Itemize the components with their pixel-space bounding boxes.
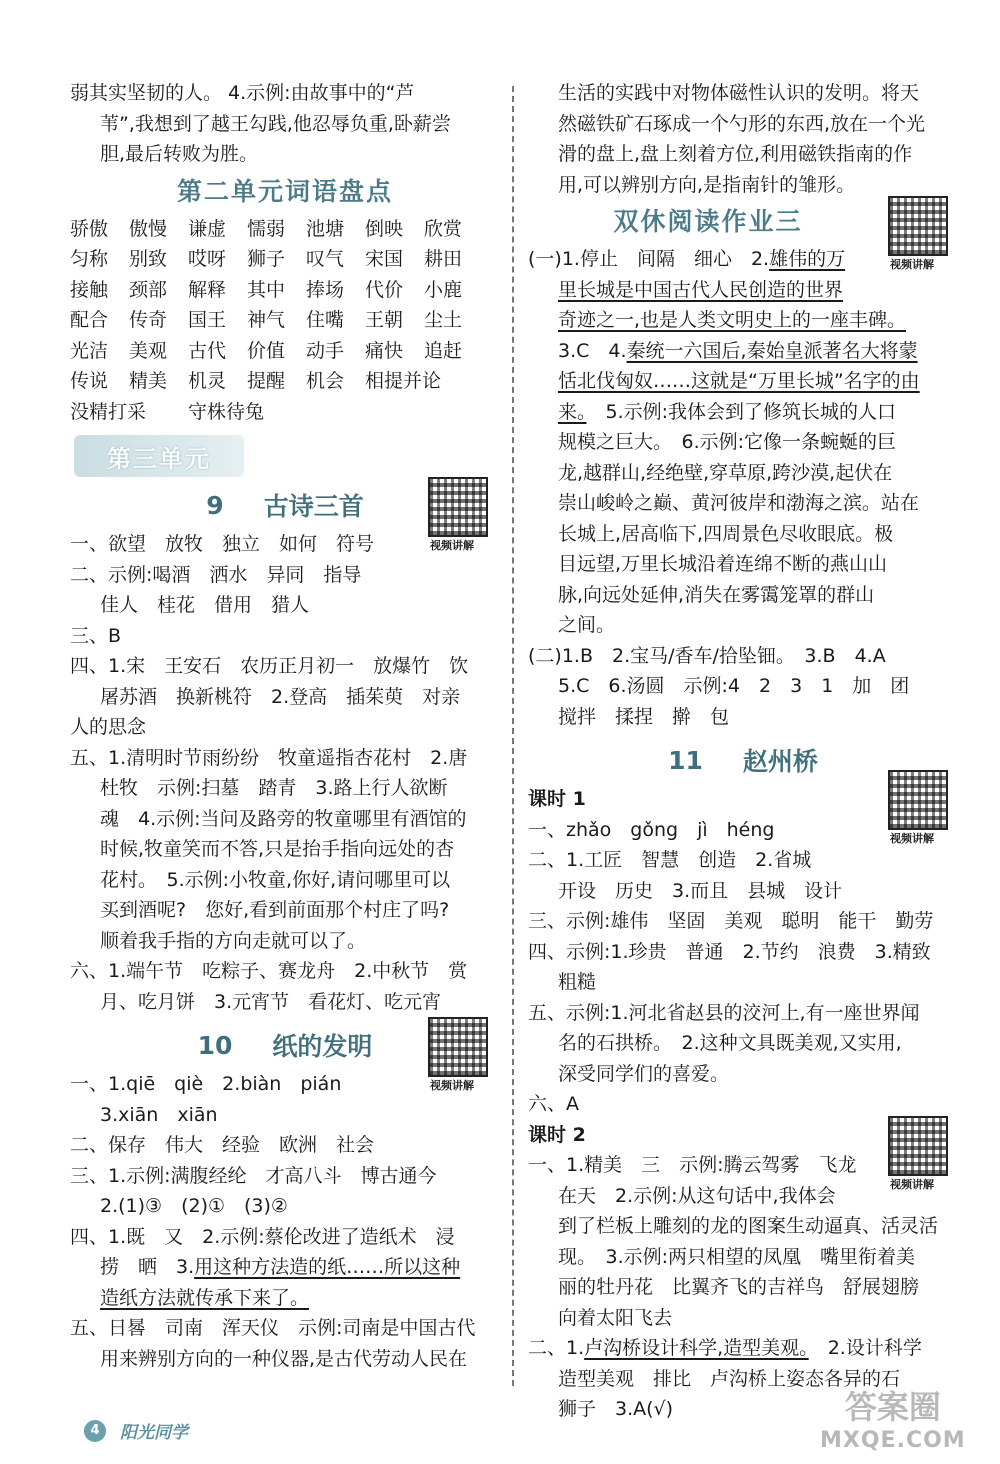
unit3-banner: 第三单元 xyxy=(74,435,244,477)
word: 解释 xyxy=(188,278,227,301)
answer-line: 魂 4.示例:当问及路旁的牧童哪里有酒馆的 xyxy=(100,807,467,830)
word: 传说 xyxy=(70,370,109,392)
word: 匀称 xyxy=(70,248,109,270)
answer-line: 丽的牡丹花 比翼齐飞的吉祥鸟 舒展翅膀 xyxy=(558,1276,920,1298)
answer-line: 人的思念 xyxy=(70,716,147,738)
answer-line: 崇山峻岭之巅、黄河彼岸和渤海之滨。站在 xyxy=(558,492,920,514)
watermark-main: 答案圈 xyxy=(844,1388,941,1426)
underlined-quote: 用这种方法造的纸……所以这种 xyxy=(194,1256,461,1278)
reading3-title: 双休阅读作业三 xyxy=(613,207,803,236)
word: 谦虚 xyxy=(188,217,227,240)
answer-line: 狮子 3.A(√) xyxy=(558,1398,674,1420)
word: 动手 xyxy=(306,339,345,362)
word: 欣赏 xyxy=(424,217,463,240)
word: 神气 xyxy=(247,309,286,331)
text-line: 用,可以辨别方向,是指南针的雏形。 xyxy=(558,173,856,196)
word: 传奇 xyxy=(129,309,168,331)
text-run: 捞 晒 3. xyxy=(100,1256,195,1278)
answer-line: 开设 历史 3.而且 县城 设计 xyxy=(558,879,843,902)
answer-line: 脉,向远处延伸,消失在雾霭笼罩的群山 xyxy=(558,583,875,606)
word: 美观 xyxy=(129,339,168,362)
answer-line: 六、1.端午节 吃粽子、赛龙舟 2.中秋节 赏 xyxy=(70,960,468,982)
text-line: 生活的实践中对物体磁性认识的发明。将天 xyxy=(558,82,920,104)
answer-line: 3.xiān xiān xyxy=(100,1103,218,1126)
word: 宋国 xyxy=(365,248,404,270)
answer-line: 5.C 6.汤圆 示例:4 2 3 1 加 团 xyxy=(558,675,910,697)
qr-caption: 视频讲解 xyxy=(890,832,934,845)
answer-line xyxy=(70,1283,500,1314)
word: 国王 xyxy=(188,309,227,331)
word: 别致 xyxy=(129,248,168,270)
underlined-quote: 造纸方法就传承下来了。 xyxy=(100,1286,310,1309)
lesson11-block xyxy=(528,738,958,1425)
underlined-quote: 里长城是中国古代人民创造的世界 xyxy=(558,278,844,301)
answer-line: 粗糙 xyxy=(558,971,597,993)
word: 尘土 xyxy=(424,309,463,331)
answer-line: 五、示例:1.河北省赵县的洨河上,有一座世界闻 xyxy=(528,1001,920,1024)
word: 懦弱 xyxy=(247,217,286,240)
word: 倒映 xyxy=(365,217,404,240)
qr-code-icon[interactable] xyxy=(888,196,948,256)
answer-line: 买到酒呢? 您好,看到前面那个村庄了吗? xyxy=(100,899,450,921)
answer-line: 一、zhǎo gǒng jì héng xyxy=(528,818,775,841)
watermark-sub: MXQE.COM xyxy=(820,1428,966,1453)
text-run: 3.C 4. xyxy=(558,339,627,362)
answer-line xyxy=(528,275,958,306)
answer-line: 一、1.qiē qiè 2.biàn pián xyxy=(70,1073,342,1095)
answer-line: 五、日晷 司南 浑天仪 示例:司南是中国古代 xyxy=(70,1317,476,1339)
answer-line xyxy=(528,305,958,336)
word: 骄傲 xyxy=(70,217,109,240)
left-column xyxy=(70,78,500,1374)
answer-line xyxy=(528,397,958,428)
qr-code-icon[interactable] xyxy=(888,1116,948,1176)
qr-caption: 视频讲解 xyxy=(890,1177,934,1191)
word: 傲慢 xyxy=(129,217,168,240)
answer-line: 目远望,万里长城沿着连绵不断的燕山山 xyxy=(558,553,888,575)
answer-line: 二、保存 伟大 经验 欧洲 社会 xyxy=(70,1134,375,1156)
answer-line: 现。 3.示例:两只相望的凤凰 嘴里衔着美 xyxy=(558,1245,916,1268)
answer-line: 一、欲望 放牧 独立 如何 符号 xyxy=(70,533,375,555)
answer-line: 用来辨别方向的一种仪器,是古代劳动人民在 xyxy=(100,1347,468,1370)
answer-line: 屠苏酒 换新桃符 2.登高 插茱萸 对亲 xyxy=(100,685,461,708)
word: 机会 xyxy=(306,370,345,392)
lesson-number: 11 xyxy=(668,745,703,775)
lesson-number: 10 xyxy=(197,1030,233,1060)
answer-line: 规模之巨大。 6.示例:它像一条蜿蜒的巨 xyxy=(558,431,897,453)
word: 池塘 xyxy=(306,217,345,240)
word: 捧场 xyxy=(306,278,345,301)
lesson-title: 赵州桥 xyxy=(742,747,818,776)
answer-line: 五、1.清明时节雨纷纷 牧童遥指杏花村 2.唐 xyxy=(70,746,468,769)
answer-line xyxy=(528,366,958,397)
answer-line xyxy=(528,336,958,367)
answer-line: 月、吃月饼 3.元宵节 看花灯、吃元宵 xyxy=(100,990,442,1013)
page-number: 4 xyxy=(84,1420,106,1442)
answer-line: 长城上,居高临下,四周景色尽收眼底。极 xyxy=(558,522,894,545)
lesson-title: 纸的发明 xyxy=(272,1032,373,1061)
answer-line: 时候,牧童笑而不答,只是抬手指向远处的杏 xyxy=(100,838,455,860)
underlined-quote: 卢沟桥设计科学,造型美观。 xyxy=(584,1337,809,1359)
word: 代价 xyxy=(365,278,404,301)
brand-logo: 阳光同学 xyxy=(120,1423,188,1443)
word: 提醒 xyxy=(247,370,286,392)
period2-block xyxy=(528,1120,958,1425)
unit2-vocab-title: 第二单元词语盘点 xyxy=(176,176,393,206)
answer-line: 向着太阳飞去 xyxy=(558,1306,673,1329)
word: 精美 xyxy=(129,370,168,392)
underlined-quote: 奇迹之一,也是人类文明史上的一座丰碑。 xyxy=(558,309,907,331)
page-footer xyxy=(84,1418,188,1443)
word: 颈部 xyxy=(129,278,168,301)
word: 价值 xyxy=(247,339,286,362)
qr-code-icon[interactable] xyxy=(428,477,488,537)
period1-block xyxy=(528,784,958,1120)
text-run: (一)1.停止 间隔 细心 2. xyxy=(528,248,770,270)
word: 狮子 xyxy=(247,248,286,270)
text-run: 5.示例:我体会到了修筑长城的人口 xyxy=(586,400,897,423)
answer-line: 二、1.工匠 智慧 创造 2.省城 xyxy=(528,849,812,871)
lesson-title: 古诗三首 xyxy=(263,492,364,521)
lesson10-block xyxy=(70,1023,500,1374)
word: 机灵 xyxy=(188,370,227,392)
underlined-quote: 雄伟的万 xyxy=(769,248,846,270)
period-label: 课时 1 xyxy=(528,788,586,810)
watermark xyxy=(820,1390,966,1458)
text-line: 滑的盘上,盘上刻着方位,利用磁铁指南的作 xyxy=(558,143,913,165)
qr-code-icon[interactable] xyxy=(888,770,948,830)
word: 哎呀 xyxy=(188,248,227,270)
word: 追赶 xyxy=(424,339,463,362)
qr-caption: 视频讲解 xyxy=(430,539,474,552)
idiom: 守株待兔 xyxy=(188,400,265,423)
answer-line: 三、1.示例:满腹经纶 才高八斗 博古通今 xyxy=(70,1164,437,1187)
answer-line: 2.(1)③ (2)① (3)② xyxy=(100,1195,288,1217)
reading3-block xyxy=(528,202,958,732)
answer-line: 二、示例:喝酒 洒水 异同 指导 xyxy=(70,563,362,586)
answer-line: 搅拌 揉捏 擀 包 xyxy=(558,705,730,728)
word: 王朝 xyxy=(365,309,404,331)
word: 其中 xyxy=(247,278,286,301)
idiom: 没精打采 xyxy=(70,400,147,423)
underlined-quote: 来。 xyxy=(558,400,587,423)
word: 配合 xyxy=(70,309,109,331)
period-label: 课时 2 xyxy=(528,1123,586,1146)
answer-line: 佳人 桂花 借用 猎人 xyxy=(100,594,310,616)
answer-line: 到了栏板上雕刻的龙的图案生动逼真、活灵活 xyxy=(558,1215,939,1237)
word: 光洁 xyxy=(70,339,109,362)
answer-line: 四、1.宋 王安石 农历正月初一 放爆竹 饮 xyxy=(70,655,469,677)
word: 古代 xyxy=(188,339,227,362)
text-line: 胆,最后转败为胜。 xyxy=(100,143,259,165)
answer-line: 四、1.既 又 2.示例:蔡伦改进了造纸术 浸 xyxy=(70,1225,455,1248)
answer-line: 三、B xyxy=(70,624,122,647)
answer-line: 顺着我手指的方向走就可以了。 xyxy=(100,929,367,952)
word: 接触 xyxy=(70,278,109,301)
answer-line: 花村。 5.示例:小牧童,你好,请问哪里可以 xyxy=(100,868,451,891)
answer-line: 造型美观 排比 卢沟桥上姿态各异的石 xyxy=(558,1367,901,1390)
lesson9-block xyxy=(70,483,500,1017)
text-run: 2.设计科学 xyxy=(808,1337,922,1359)
answer-line: (二)1.B 2.宝马/香车/拾坠钿。 3.B 4.A xyxy=(528,644,886,667)
text-run: 二、1. xyxy=(528,1337,585,1359)
answer-line: 龙,越群山,经绝壁,穿草原,跨沙漠,起伏在 xyxy=(558,461,893,484)
answer-line: 一、1.精美 三 示例:腾云驾雾 飞龙 xyxy=(528,1154,857,1176)
text-line: 然磁铁矿石琢成一个勺形的东西,放在一个光 xyxy=(558,112,926,135)
right-column xyxy=(528,78,958,1425)
column-divider xyxy=(512,86,514,1386)
answer-line xyxy=(528,1333,958,1364)
word: 小鹿 xyxy=(424,278,463,301)
word: 住嘴 xyxy=(306,309,345,331)
answer-line: 四、示例:1.珍贵 普通 2.节约 浪费 3.精致 xyxy=(528,940,931,963)
answer-line: 之间。 xyxy=(558,614,616,636)
lesson-number: 9 xyxy=(206,490,224,520)
qr-caption: 视频讲解 xyxy=(890,258,934,271)
word: 耕田 xyxy=(424,248,463,270)
answer-line: 在天 2.示例:从这句话中,我体会 xyxy=(558,1184,836,1207)
underlined-quote: 秦统一六国后,秦始皇派著名大将蒙 xyxy=(626,339,918,362)
answer-line xyxy=(70,1252,500,1283)
idiom: 相提并论 xyxy=(365,370,442,392)
qr-code-icon[interactable] xyxy=(428,1017,488,1077)
word: 痛快 xyxy=(365,339,404,362)
answer-line: 杜牧 示例:扫墓 踏青 3.路上行人欲断 xyxy=(100,777,448,799)
text-line: 弱其实坚韧的人。 4.示例:由故事中的“芦 xyxy=(70,82,415,104)
answer-line: 深受同学们的喜爱。 xyxy=(558,1062,730,1085)
underlined-quote: 恬北伐匈奴……这就是“万里长城”名字的由 xyxy=(558,370,920,392)
answer-line: 六、A xyxy=(528,1093,579,1115)
word: 叹气 xyxy=(306,248,345,270)
qr-caption: 视频讲解 xyxy=(430,1079,474,1092)
answer-line: 三、示例:雄伟 坚固 美观 聪明 能干 勤劳 xyxy=(528,910,934,932)
unit2-word-grid xyxy=(70,214,500,428)
text-line: 苇”,我想到了越王勾践,他忍辱负重,卧薪尝 xyxy=(100,112,451,135)
answer-line: 名的石拱桥。 2.这种文具既美观,又实用, xyxy=(558,1032,902,1054)
